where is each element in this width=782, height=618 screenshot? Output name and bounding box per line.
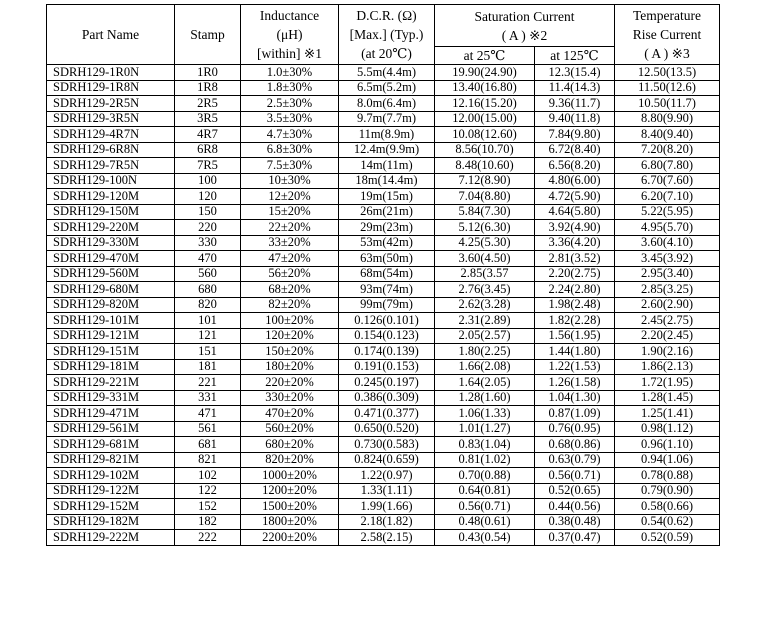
inductance-cell: 22±20%: [241, 220, 339, 236]
sat-125-cell: 0.52(0.65): [535, 483, 615, 499]
header-dcr: [339, 5, 435, 65]
table-row: [47, 80, 720, 96]
part-name-cell: SDRH129-150M: [47, 204, 175, 220]
temp-rise-cell: 0.78(0.88): [615, 468, 720, 484]
sat-25-cell: 0.64(0.81): [435, 483, 535, 499]
table-row: [47, 282, 720, 298]
header-dcr-line-2: [Max.] (Typ.): [349, 27, 424, 42]
table-row: [47, 111, 720, 127]
part-name-cell: SDRH129-4R7N: [47, 127, 175, 143]
stamp-cell: 152: [175, 499, 241, 515]
inductance-cell: 15±20%: [241, 204, 339, 220]
temp-rise-cell: 0.54(0.62): [615, 514, 720, 530]
dcr-cell: 0.191(0.153): [339, 359, 435, 375]
header-inductance: [241, 5, 339, 65]
inductance-cell: 1000±20%: [241, 468, 339, 484]
temp-rise-cell: 12.50(13.5): [615, 65, 720, 81]
header-temp-rise-line-1: Temperature: [632, 8, 701, 23]
sat-125-cell: 1.04(1.30): [535, 390, 615, 406]
sat-125-cell: 9.36(11.7): [535, 96, 615, 112]
inductance-cell: 47±20%: [241, 251, 339, 267]
dcr-cell: 12.4m(9.9m): [339, 142, 435, 158]
temp-rise-cell: 2.95(3.40): [615, 266, 720, 282]
part-name-cell: SDRH129-1R8N: [47, 80, 175, 96]
stamp-cell: 222: [175, 530, 241, 546]
stamp-cell: 471: [175, 406, 241, 422]
inductor-spec-table: [46, 4, 720, 546]
stamp-cell: 121: [175, 328, 241, 344]
dcr-cell: 29m(23m): [339, 220, 435, 236]
sat-25-cell: 2.31(2.89): [435, 313, 535, 329]
inductance-cell: 10±30%: [241, 173, 339, 189]
header-dcr-line-1: D.C.R. (Ω): [356, 8, 417, 23]
sat-25-cell: 5.84(7.30): [435, 204, 535, 220]
part-name-cell: SDRH129-471M: [47, 406, 175, 422]
stamp-cell: 331: [175, 390, 241, 406]
inductance-cell: 7.5±30%: [241, 158, 339, 174]
header-stamp: Stamp: [175, 5, 241, 65]
sat-125-cell: 0.76(0.95): [535, 421, 615, 437]
sat-25-cell: 10.08(12.60): [435, 127, 535, 143]
temp-rise-cell: 0.98(1.12): [615, 421, 720, 437]
inductance-cell: 1200±20%: [241, 483, 339, 499]
part-name-cell: SDRH129-7R5N: [47, 158, 175, 174]
table-row: [47, 297, 720, 313]
sat-25-cell: 1.66(2.08): [435, 359, 535, 375]
table-row: [47, 189, 720, 205]
sat-125-cell: 2.20(2.75): [535, 266, 615, 282]
dcr-cell: 0.126(0.101): [339, 313, 435, 329]
part-name-cell: SDRH129-182M: [47, 514, 175, 530]
table-row: [47, 530, 720, 546]
sat-125-cell: 11.4(14.3): [535, 80, 615, 96]
stamp-cell: 101: [175, 313, 241, 329]
sat-125-cell: 2.81(3.52): [535, 251, 615, 267]
dcr-cell: 2.18(1.82): [339, 514, 435, 530]
stamp-cell: 221: [175, 375, 241, 391]
sat-25-cell: 2.76(3.45): [435, 282, 535, 298]
dcr-cell: 93m(74m): [339, 282, 435, 298]
sat-125-cell: 1.44(1.80): [535, 344, 615, 360]
temp-rise-cell: 2.60(2.90): [615, 297, 720, 313]
header-saturation-line-1: Saturation Current: [474, 8, 575, 24]
sat-25-cell: 0.56(0.71): [435, 499, 535, 515]
header-part-name: Part Name: [47, 5, 175, 65]
stamp-cell: 820: [175, 297, 241, 313]
header-temp-rise-line-2: Rise Current: [632, 27, 702, 42]
part-name-cell: SDRH129-100N: [47, 173, 175, 189]
dcr-cell: 0.174(0.139): [339, 344, 435, 360]
stamp-cell: 182: [175, 514, 241, 530]
stamp-cell: 680: [175, 282, 241, 298]
table-row: [47, 266, 720, 282]
sat-125-cell: 12.3(15.4): [535, 65, 615, 81]
temp-rise-cell: 0.52(0.59): [615, 530, 720, 546]
temp-rise-cell: 2.85(3.25): [615, 282, 720, 298]
spec-table-container: [46, 4, 720, 546]
stamp-cell: 560: [175, 266, 241, 282]
inductance-cell: 82±20%: [241, 297, 339, 313]
sat-125-cell: 0.44(0.56): [535, 499, 615, 515]
header-saturation: [435, 5, 615, 47]
dcr-cell: 26m(21m): [339, 204, 435, 220]
part-name-cell: SDRH129-821M: [47, 452, 175, 468]
stamp-cell: 120: [175, 189, 241, 205]
header-dcr-line-3: (at 20℃): [361, 46, 412, 61]
part-name-cell: SDRH129-221M: [47, 375, 175, 391]
temp-rise-cell: 1.86(2.13): [615, 359, 720, 375]
part-name-cell: SDRH129-680M: [47, 282, 175, 298]
stamp-cell: 2R5: [175, 96, 241, 112]
inductance-cell: 180±20%: [241, 359, 339, 375]
stamp-cell: 220: [175, 220, 241, 236]
stamp-cell: 122: [175, 483, 241, 499]
dcr-cell: 1.99(1.66): [339, 499, 435, 515]
sat-125-cell: 0.56(0.71): [535, 468, 615, 484]
part-name-cell: SDRH129-681M: [47, 437, 175, 453]
part-name-cell: SDRH129-151M: [47, 344, 175, 360]
part-name-cell: SDRH129-6R8N: [47, 142, 175, 158]
sat-25-cell: 0.43(0.54): [435, 530, 535, 546]
sat-25-cell: 0.70(0.88): [435, 468, 535, 484]
dcr-cell: 0.386(0.309): [339, 390, 435, 406]
part-name-cell: SDRH129-122M: [47, 483, 175, 499]
temp-rise-cell: 11.50(12.6): [615, 80, 720, 96]
stamp-cell: 470: [175, 251, 241, 267]
table-row: [47, 251, 720, 267]
stamp-cell: 330: [175, 235, 241, 251]
header-temp-rise-line-3: ( A ) ※3: [644, 46, 690, 61]
sat-25-cell: 5.12(6.30): [435, 220, 535, 236]
part-name-cell: SDRH129-181M: [47, 359, 175, 375]
inductance-cell: 150±20%: [241, 344, 339, 360]
temp-rise-cell: 0.58(0.66): [615, 499, 720, 515]
inductance-cell: 1.8±30%: [241, 80, 339, 96]
sat-25-cell: 19.90(24.90): [435, 65, 535, 81]
sat-125-cell: 3.36(4.20): [535, 235, 615, 251]
part-name-cell: SDRH129-220M: [47, 220, 175, 236]
temp-rise-cell: 4.95(5.70): [615, 220, 720, 236]
temp-rise-cell: 1.28(1.45): [615, 390, 720, 406]
dcr-cell: 11m(8.9m): [339, 127, 435, 143]
sat-25-cell: 13.40(16.80): [435, 80, 535, 96]
header-inductance-line-1: Inductance: [259, 8, 320, 23]
sat-25-cell: 12.00(15.00): [435, 111, 535, 127]
dcr-cell: 5.5m(4.4m): [339, 65, 435, 81]
part-name-cell: SDRH129-222M: [47, 530, 175, 546]
table-row: [47, 514, 720, 530]
inductance-cell: 120±20%: [241, 328, 339, 344]
part-name-cell: SDRH129-1R0N: [47, 65, 175, 81]
inductance-cell: 68±20%: [241, 282, 339, 298]
table-row: [47, 96, 720, 112]
part-name-cell: SDRH129-3R5N: [47, 111, 175, 127]
temp-rise-cell: 8.80(9.90): [615, 111, 720, 127]
header-temp-rise: [615, 5, 720, 65]
sat-125-cell: 4.72(5.90): [535, 189, 615, 205]
temp-rise-cell: 1.90(2.16): [615, 344, 720, 360]
inductance-cell: 56±20%: [241, 266, 339, 282]
sat-25-cell: 8.48(10.60): [435, 158, 535, 174]
table-row: [47, 344, 720, 360]
sat-25-cell: 0.83(1.04): [435, 437, 535, 453]
stamp-cell: 681: [175, 437, 241, 453]
spec-table-body: [47, 65, 720, 546]
table-row: [47, 390, 720, 406]
temp-rise-cell: 8.40(9.40): [615, 127, 720, 143]
inductance-cell: 4.7±30%: [241, 127, 339, 143]
inductance-cell: 12±20%: [241, 189, 339, 205]
table-row: [47, 359, 720, 375]
inductance-cell: 2200±20%: [241, 530, 339, 546]
temp-rise-cell: 6.80(7.80): [615, 158, 720, 174]
temp-rise-cell: 1.72(1.95): [615, 375, 720, 391]
dcr-cell: 0.650(0.520): [339, 421, 435, 437]
inductance-cell: 100±20%: [241, 313, 339, 329]
sat-125-cell: 0.38(0.48): [535, 514, 615, 530]
temp-rise-cell: 0.94(1.06): [615, 452, 720, 468]
sat-25-cell: 1.01(1.27): [435, 421, 535, 437]
table-row: [47, 375, 720, 391]
table-row: [47, 220, 720, 236]
dcr-cell: 19m(15m): [339, 189, 435, 205]
sat-125-cell: 6.56(8.20): [535, 158, 615, 174]
inductance-cell: 330±20%: [241, 390, 339, 406]
dcr-cell: 99m(79m): [339, 297, 435, 313]
stamp-cell: 821: [175, 452, 241, 468]
table-row: [47, 173, 720, 189]
sat-25-cell: 1.80(2.25): [435, 344, 535, 360]
part-name-cell: SDRH129-2R5N: [47, 96, 175, 112]
inductance-cell: 220±20%: [241, 375, 339, 391]
part-name-cell: SDRH129-331M: [47, 390, 175, 406]
sat-125-cell: 1.22(1.53): [535, 359, 615, 375]
table-row: [47, 328, 720, 344]
sat-125-cell: 1.82(2.28): [535, 313, 615, 329]
sat-25-cell: 1.06(1.33): [435, 406, 535, 422]
inductance-cell: 680±20%: [241, 437, 339, 453]
table-row: [47, 158, 720, 174]
inductance-cell: 2.5±30%: [241, 96, 339, 112]
sat-125-cell: 9.40(11.8): [535, 111, 615, 127]
part-name-cell: SDRH129-470M: [47, 251, 175, 267]
sat-125-cell: 1.26(1.58): [535, 375, 615, 391]
stamp-cell: 1R8: [175, 80, 241, 96]
table-row: [47, 142, 720, 158]
sat-25-cell: 2.62(3.28): [435, 297, 535, 313]
sat-25-cell: 8.56(10.70): [435, 142, 535, 158]
inductance-cell: 820±20%: [241, 452, 339, 468]
temp-rise-cell: 6.70(7.60): [615, 173, 720, 189]
header-inductance-line-2: (μH): [276, 27, 303, 42]
sat-125-cell: 4.64(5.80): [535, 204, 615, 220]
part-name-cell: SDRH129-152M: [47, 499, 175, 515]
table-row: [47, 406, 720, 422]
dcr-cell: 0.154(0.123): [339, 328, 435, 344]
sat-25-cell: 7.12(8.90): [435, 173, 535, 189]
inductance-cell: 560±20%: [241, 421, 339, 437]
stamp-cell: 150: [175, 204, 241, 220]
sat-125-cell: 0.87(1.09): [535, 406, 615, 422]
dcr-cell: 9.7m(7.7m): [339, 111, 435, 127]
table-row: [47, 313, 720, 329]
temp-rise-cell: 2.45(2.75): [615, 313, 720, 329]
table-row: [47, 483, 720, 499]
temp-rise-cell: 3.60(4.10): [615, 235, 720, 251]
stamp-cell: 102: [175, 468, 241, 484]
dcr-cell: 63m(50m): [339, 251, 435, 267]
inductance-cell: 1800±20%: [241, 514, 339, 530]
table-row: [47, 65, 720, 81]
stamp-cell: 4R7: [175, 127, 241, 143]
header-sat-125: at 125℃: [535, 47, 615, 65]
sat-25-cell: 2.85(3.57: [435, 266, 535, 282]
dcr-cell: 8.0m(6.4m): [339, 96, 435, 112]
dcr-cell: 68m(54m): [339, 266, 435, 282]
stamp-cell: 3R5: [175, 111, 241, 127]
sat-25-cell: 0.48(0.61): [435, 514, 535, 530]
dcr-cell: 0.471(0.377): [339, 406, 435, 422]
temp-rise-cell: 6.20(7.10): [615, 189, 720, 205]
temp-rise-cell: 0.96(1.10): [615, 437, 720, 453]
sat-125-cell: 0.68(0.86): [535, 437, 615, 453]
stamp-cell: 181: [175, 359, 241, 375]
dcr-cell: 0.824(0.659): [339, 452, 435, 468]
table-row: [47, 235, 720, 251]
dcr-cell: 14m(11m): [339, 158, 435, 174]
dcr-cell: 6.5m(5.2m): [339, 80, 435, 96]
sat-125-cell: 2.24(2.80): [535, 282, 615, 298]
part-name-cell: SDRH129-560M: [47, 266, 175, 282]
temp-rise-cell: 0.79(0.90): [615, 483, 720, 499]
sat-25-cell: 7.04(8.80): [435, 189, 535, 205]
sat-25-cell: 0.81(1.02): [435, 452, 535, 468]
dcr-cell: 53m(42m): [339, 235, 435, 251]
inductance-cell: 1.0±30%: [241, 65, 339, 81]
sat-25-cell: 1.64(2.05): [435, 375, 535, 391]
inductance-cell: 1500±20%: [241, 499, 339, 515]
sat-25-cell: 12.16(15.20): [435, 96, 535, 112]
part-name-cell: SDRH129-820M: [47, 297, 175, 313]
sat-125-cell: 1.98(2.48): [535, 297, 615, 313]
part-name-cell: SDRH129-561M: [47, 421, 175, 437]
sat-125-cell: 4.80(6.00): [535, 173, 615, 189]
stamp-cell: 100: [175, 173, 241, 189]
temp-rise-cell: 1.25(1.41): [615, 406, 720, 422]
stamp-cell: 561: [175, 421, 241, 437]
stamp-cell: 1R0: [175, 65, 241, 81]
sat-125-cell: 7.84(9.80): [535, 127, 615, 143]
inductance-cell: 33±20%: [241, 235, 339, 251]
part-name-cell: SDRH129-101M: [47, 313, 175, 329]
table-row: [47, 421, 720, 437]
dcr-cell: 0.730(0.583): [339, 437, 435, 453]
table-row: [47, 127, 720, 143]
sat-25-cell: 4.25(5.30): [435, 235, 535, 251]
dcr-cell: 1.33(1.11): [339, 483, 435, 499]
table-row: [47, 468, 720, 484]
sat-125-cell: 0.63(0.79): [535, 452, 615, 468]
dcr-cell: 2.58(2.15): [339, 530, 435, 546]
dcr-cell: 0.245(0.197): [339, 375, 435, 391]
part-name-cell: SDRH129-102M: [47, 468, 175, 484]
sat-125-cell: 3.92(4.90): [535, 220, 615, 236]
sat-25-cell: 3.60(4.50): [435, 251, 535, 267]
part-name-cell: SDRH129-121M: [47, 328, 175, 344]
dcr-cell: 1.22(0.97): [339, 468, 435, 484]
dcr-cell: 18m(14.4m): [339, 173, 435, 189]
sat-25-cell: 1.28(1.60): [435, 390, 535, 406]
table-row: [47, 452, 720, 468]
temp-rise-cell: 10.50(11.7): [615, 96, 720, 112]
header-sat-25: at 25℃: [435, 47, 535, 65]
stamp-cell: 151: [175, 344, 241, 360]
stamp-cell: 7R5: [175, 158, 241, 174]
sat-125-cell: 6.72(8.40): [535, 142, 615, 158]
temp-rise-cell: 5.22(5.95): [615, 204, 720, 220]
temp-rise-cell: 3.45(3.92): [615, 251, 720, 267]
sat-25-cell: 2.05(2.57): [435, 328, 535, 344]
sat-125-cell: 0.37(0.47): [535, 530, 615, 546]
part-name-cell: SDRH129-330M: [47, 235, 175, 251]
temp-rise-cell: 7.20(8.20): [615, 142, 720, 158]
part-name-cell: SDRH129-120M: [47, 189, 175, 205]
header-saturation-line-2: ( A ) ※2: [501, 27, 548, 43]
inductance-cell: 6.8±30%: [241, 142, 339, 158]
table-row: [47, 204, 720, 220]
inductance-cell: 470±20%: [241, 406, 339, 422]
header-inductance-line-3: [within] ※1: [257, 46, 322, 61]
inductance-cell: 3.5±30%: [241, 111, 339, 127]
stamp-cell: 6R8: [175, 142, 241, 158]
table-row: [47, 437, 720, 453]
sat-125-cell: 1.56(1.95): [535, 328, 615, 344]
temp-rise-cell: 2.20(2.45): [615, 328, 720, 344]
table-row: [47, 499, 720, 515]
